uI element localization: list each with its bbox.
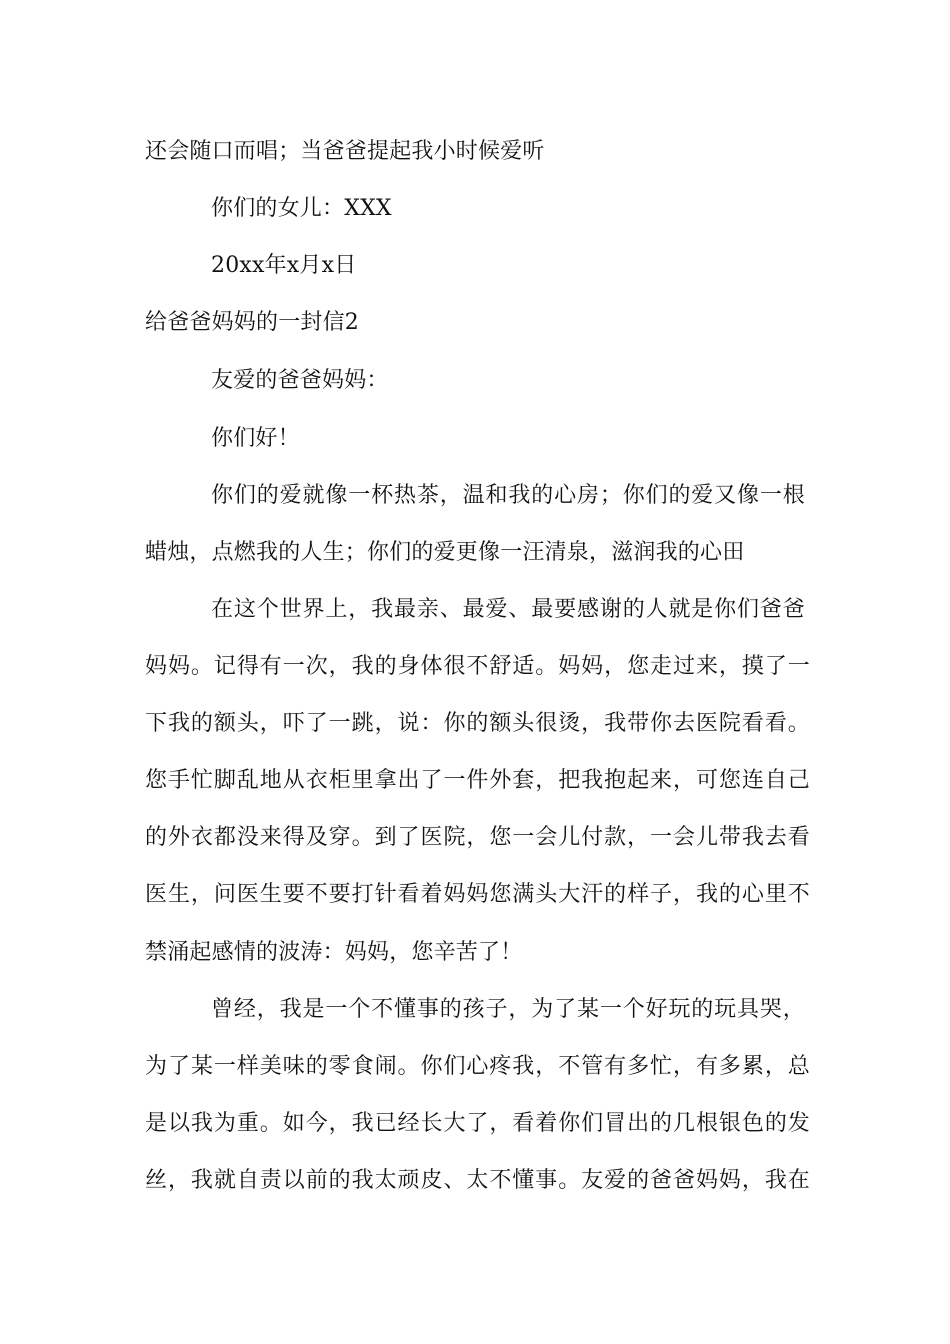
signature-line: 你们的女儿：XXX: [211, 196, 392, 221]
paragraph-line: 您手忙脚乱地从衣柜里拿出了一件外套，把我抱起来，可您连自己: [145, 768, 810, 793]
letter-title: 给爸爸妈妈的一封信2: [145, 310, 359, 335]
paragraph-line: 下我的额头，吓了一跳，说：你的额头很烫，我带你去医院看看。: [145, 711, 810, 736]
paragraph-line: 妈妈。记得有一次，我的身体很不舒适。妈妈，您走过来，摸了一: [145, 654, 810, 679]
paragraph-line: 禁涌起感情的波涛：妈妈，您辛苦了！: [145, 940, 523, 965]
salutation: 友爱的爸爸妈妈：: [211, 368, 389, 393]
paragraph-line: 你们的爱就像一杯热茶，温和我的心房；你们的爱又像一根: [211, 483, 805, 508]
paragraph-line: 的外衣都没来得及穿。到了医院，您一会儿付款，一会儿带我去看: [145, 825, 810, 850]
greeting: 你们好！: [211, 426, 300, 451]
paragraph-line: 蜡烛，点燃我的人生；你们的爱更像一汪清泉，滋润我的心田: [145, 540, 745, 565]
paragraph-line: 是以我为重。如今，我已经长大了，看着你们冒出的几根银色的发: [145, 1111, 810, 1136]
paragraph-line: 为了某一样美味的零食闹。你们心疼我，不管有多忙，有多累，总: [145, 1054, 810, 1079]
text-line: 还会随口而唱；当爸爸提起我小时候爱听: [145, 139, 545, 164]
date-line: 20xx年x月x日: [211, 253, 357, 278]
paragraph-line: 在这个世界上，我最亲、最爱、最要感谢的人就是你们爸爸: [211, 597, 805, 622]
paragraph-line: 丝，我就自责以前的我太顽皮、太不懂事。友爱的爸爸妈妈，我在: [145, 1168, 810, 1193]
paragraph-line: 曾经，我是一个不懂事的孩子，为了某一个好玩的玩具哭，: [211, 997, 805, 1022]
paragraph-line: 医生，问医生要不要打针看着妈妈您满头大汗的样子，我的心里不: [145, 882, 810, 907]
